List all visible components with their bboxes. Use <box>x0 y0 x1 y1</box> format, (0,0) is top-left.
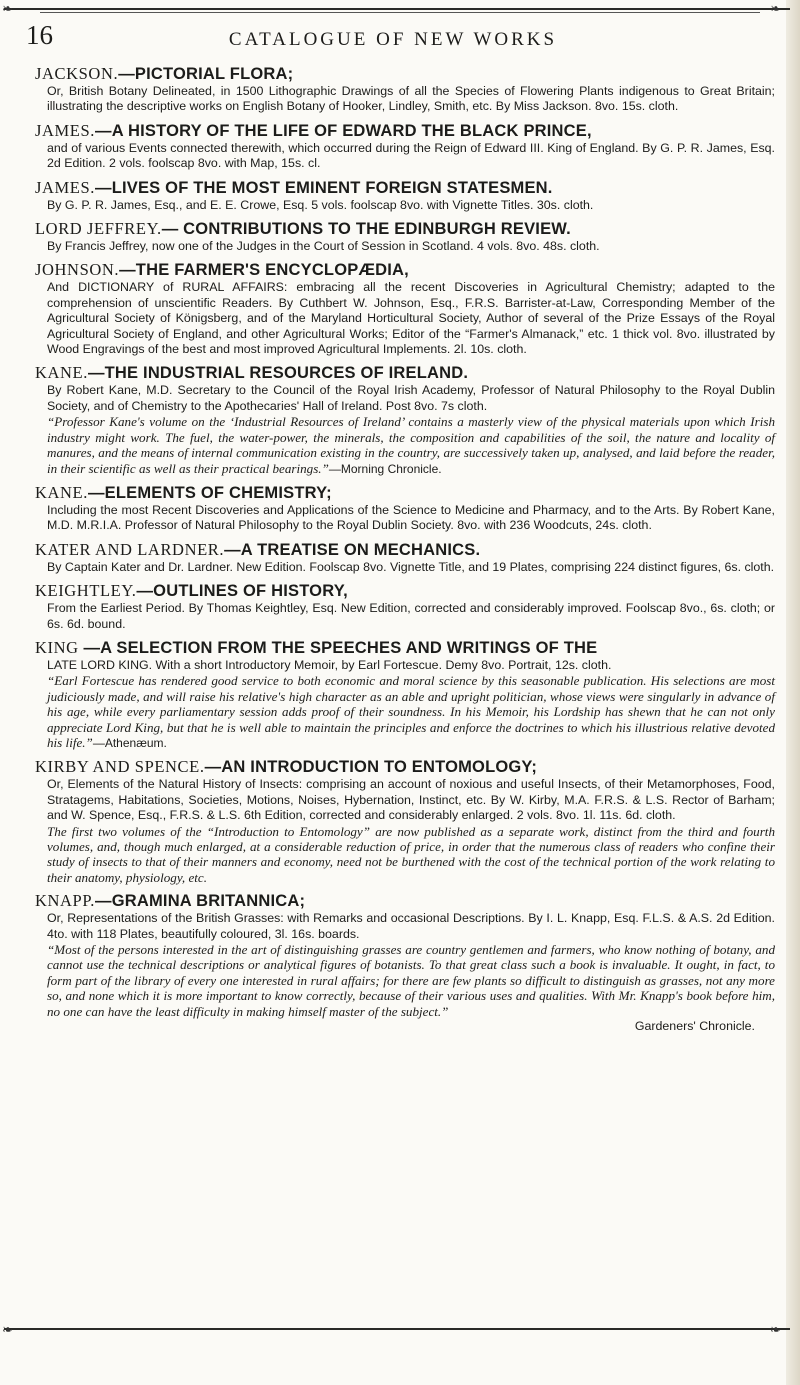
catalogue-entry <box>35 540 775 575</box>
top-rule-inner <box>40 12 760 13</box>
review-quote-text: “Earl Fortescue has rendered good service to both economic and moral science by this seasonable publication. His selections are most judiciously made, and will raise his relative's high character as an able and upright politician, whose views were singularly in advance of his age, while every parliamentary session adds proof of their soundness. In his Memoir, his Lordship has shewn that he can not only appreciate Lord King, but that he is well able to maintain the principles and enforce the doctrines to which his illustrious relative devoted his life.” <box>47 673 775 750</box>
entry-author: KIRBY AND SPENCE. <box>35 757 205 777</box>
entry-description: By G. P. R. James, Esq., and E. E. Crowe, Esq. 5 vols. foolscap 8vo. with Vignette Titles. 30s. cloth. <box>47 197 594 212</box>
review-quote <box>47 673 775 751</box>
entry-heading <box>35 64 775 84</box>
entry-title: —PICTORIAL FLORA; <box>118 65 294 83</box>
catalogue-entry <box>35 757 775 885</box>
entry-title: — CONTRIBUTIONS TO THE EDINBURGH REVIEW. <box>161 220 571 239</box>
entry-title: —LIVES OF THE MOST EMINENT FOREIGN STATESMEN. <box>95 178 553 197</box>
bottom-rule <box>4 1328 790 1330</box>
entry-description: and of various Events connected therewith, which occurred during the Reign of Edward III. King of England. By G. P. R. James, Esq. 2d Edition. 2 vols. foolscap 8vo. with Map, 15s. cl. <box>47 140 775 171</box>
entry-author: KING <box>35 637 79 657</box>
catalogue-entry <box>35 891 775 1034</box>
review-source: —Morning Chronicle. <box>328 461 442 476</box>
entry-heading <box>35 219 775 239</box>
entry-author: LORD JEFFREY. <box>35 219 162 239</box>
review-source: —Athenæum. <box>92 735 167 750</box>
top-rule <box>4 8 790 10</box>
entry-title: —ELEMENTS OF CHEMISTRY; <box>87 483 332 502</box>
entry-title: —THE FARMER'S ENCYCLOPÆDIA, <box>119 261 409 280</box>
entry-heading <box>35 891 775 911</box>
review-quote <box>47 942 775 1019</box>
entry-title: —A SELECTION FROM THE SPEECHES AND WRITINGS OF THE <box>78 638 598 657</box>
review-source: Gardeners' Chronicle. <box>634 1019 755 1034</box>
entry-description: Or, British Botany Delineated, in 1500 Lithographic Drawings of all the Species of Flowering Plants indigenous to Great Britain; illustrating the descriptive works on English Botany of Hooker, Lindley, Smith, etc. By Miss Jackson. 8vo. 15s. cloth. <box>47 84 775 114</box>
page-number: 16 <box>26 20 53 50</box>
entry-description: Or, Elements of the Natural History of Insects: comprising an account of noxious and useful Insects, of their Metamorphoses, Food, Stratagems, Habitations, Societies, Motions, Noises, Hybernation, Instinct, etc. By W. Kirby, M.A. F.R.S. & L.S. Rector of Barham; and W. Spence, Esq., F.R.S. & L.S. 6th Edition, corrected and considerably enlarged. 2 vols. 8vo. 1l. 11s. 6d. cloth. <box>47 777 775 823</box>
review-quote-text: The first two volumes of the “Introduction to Entomology” are now published as a separate work, distinct from the third and fourth volumes, and, though much enlarged, at a considerable reduction of price, in order that the numerous class of readers who confine their study of insects to that of their manners and economy, need not be burthened with the cost of the technical portion of the work relating to their anatomy, physiology, etc. <box>47 823 775 885</box>
page-edge-shadow <box>786 0 800 1385</box>
catalogue-entry <box>35 219 775 254</box>
entry-author: KNAPP. <box>35 891 95 911</box>
corner-ornament-icon: ❧ <box>2 1322 13 1337</box>
entry-description: Including the most Recent Discoveries and Applications of the Science to Medicine and Pharmacy, and to the Arts. By Robert Kane, M.D. M.R.I.A. Professor of Natural Philosophy to the Royal Dublin Society. 8vo. with 236 Woodcuts, 24s. cloth. <box>47 502 775 533</box>
entry-description: By Robert Kane, M.D. Secretary to the Council of the Royal Irish Academy, Professor of Natural Philosophy to the Royal Dublin Society, and of Chemistry to the Apothecaries' Hall of Ireland. Post 8vo. 7s cloth. <box>47 383 775 413</box>
corner-ornament-icon: ❧ <box>770 1 781 16</box>
catalogue-entry <box>35 363 775 476</box>
catalogue-entry <box>35 260 775 357</box>
corner-ornament-icon: ❧ <box>2 1 13 16</box>
catalogue-entry <box>35 64 775 115</box>
catalogue-entry <box>35 121 775 172</box>
entry-heading <box>35 581 775 601</box>
entry-description: By Captain Kater and Dr. Lardner. New Edition. Foolscap 8vo. Vignette Title, and 19 Plates, comprising 224 distinct figures, 6s. cloth. <box>47 559 775 574</box>
entry-title: —THE INDUSTRIAL RESOURCES OF IRELAND. <box>87 364 469 383</box>
entry-title: —GRAMINA BRITANNICA; <box>95 892 306 911</box>
entry-heading <box>35 363 775 383</box>
entry-author: JAMES. <box>35 177 95 197</box>
entry-heading <box>35 178 775 198</box>
entry-heading <box>35 121 775 141</box>
entry-author: KANE. <box>35 482 88 502</box>
entry-author: JACKSON. <box>35 64 119 83</box>
running-title: CATALOGUE OF NEW WORKS <box>228 29 558 50</box>
entry-title: —OUTLINES OF HISTORY, <box>136 582 348 601</box>
entry-title: —AN INTRODUCTION TO ENTOMOLOGY; <box>204 758 538 777</box>
catalogue-entry <box>35 581 775 632</box>
entry-description: By Francis Jeffrey, now one of the Judges in the Court of Session in Scotland. 4 vols. 8vo. 48s. cloth. <box>47 239 600 254</box>
entry-description: Or, Representations of the British Grasses: with Remarks and occasional Descriptions. By I. L. Knapp, Esq. F.L.S. & A.S. 2d Edition. 4to. with 118 Plates, beautifully coloured, 3l. 16s. boards. <box>47 911 775 941</box>
entry-heading <box>35 260 775 280</box>
corner-ornament-icon: ❧ <box>770 1322 781 1337</box>
catalogue-entry <box>35 638 775 751</box>
review-quote-text: “Most of the persons interested in the art of distinguishing grasses are country gentlemen and farmers, who know nothing of botany, and cannot use the technical descriptions or analytical figures of botanists. To that great class such a book is invaluable. It ought, in fact, to form part of the library of every one interested in rural affairs; for there are few plants so difficult to distinguish as grasses, not any more so, and none which it is more important to know correctly, because of their various uses and qualities. With Mr. Knapp's book before him, no one can have the least difficulty in making himself master of the subject.” <box>47 942 775 1019</box>
entry-description: LATE LORD KING. With a short Introductory Memoir, by Earl Fortescue. Demy 8vo. Portrait, 12s. cloth. <box>47 657 612 672</box>
entry-description: From the Earliest Period. By Thomas Keightley, Esq. New Edition, corrected and considerably improved. Foolscap 8vo., 6s. cloth; or 6s. 6d. bound. <box>47 601 775 631</box>
entry-description: And DICTIONARY of RURAL AFFAIRS: embracing all the recent Discoveries in Agricultural Chemistry; adapted to the comprehension of unscientific Readers. By Cuthbert W. Johnson, Esq., F.R.S. Barrister-at-Law, Corresponding Member of the Agricultural Society of Königsberg, and of the Maryland Horticultural Society, Author of several of the Prize Essays of the Royal Agricultural Society of England, and other Agricultural Works; Editor of the “Farmer's Almanack,” etc. 1 thick vol. 8vo. illustrated by Wood Engravings of the best and most improved Agricultural Implements. 2l. 10s. cloth. <box>47 280 775 357</box>
entry-heading <box>35 638 775 658</box>
review-quote <box>47 824 775 886</box>
catalogue-entry <box>35 178 775 213</box>
entry-author: KEIGHTLEY. <box>35 581 137 601</box>
catalogue-entry <box>35 483 775 534</box>
entry-title: —A TREATISE ON MECHANICS. <box>224 540 481 559</box>
review-quote <box>47 414 775 477</box>
entry-author: JOHNSON. <box>35 260 120 280</box>
catalogue-entries <box>35 64 775 1040</box>
entry-author: JAMES. <box>35 120 95 140</box>
review-quote-text: “Professor Kane's volume on the ‘Industrial Resources of Ireland’ contains a masterly view of the physical materials upon which Irish industry might work. The fuel, the water-power, the minerals, the composition and capabilities of the soil, the nature and locality of manures, and the means of internal communication existing in the country, are successively taken up, analysed, and laid before the reader, in their scientific as well as their practical bearings.” <box>47 414 775 476</box>
entry-heading <box>35 540 775 560</box>
entry-heading <box>35 757 775 777</box>
page-header <box>26 20 760 60</box>
entry-author: KATER AND LARDNER. <box>35 539 225 559</box>
entry-title: —A HISTORY OF THE LIFE OF EDWARD THE BLACK PRINCE, <box>95 121 592 140</box>
entry-author: KANE. <box>35 363 88 383</box>
entry-heading <box>35 483 775 503</box>
